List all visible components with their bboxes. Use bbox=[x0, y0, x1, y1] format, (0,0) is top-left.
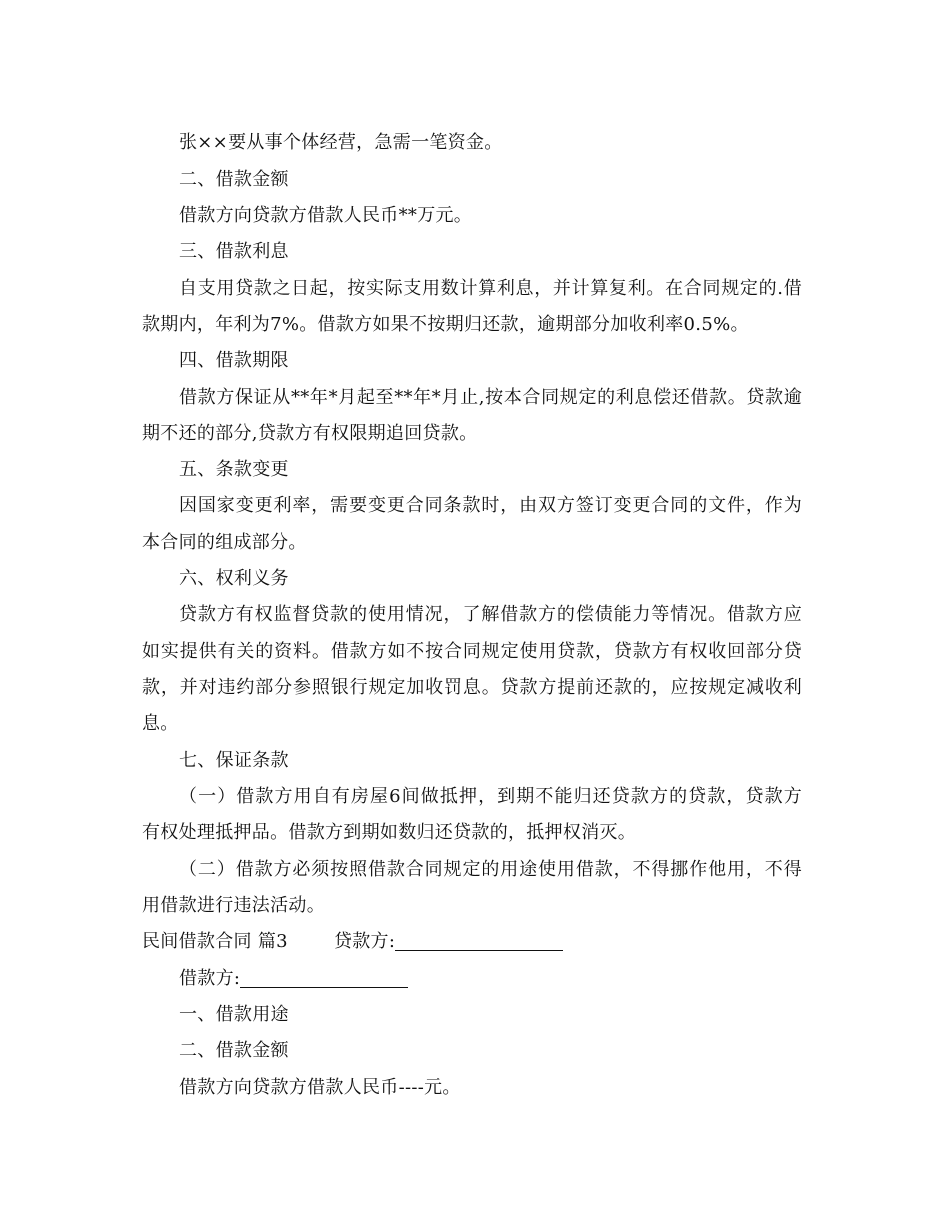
borrower-line bbox=[179, 967, 408, 991]
paragraph-line: 借款方保证从**年*月起至**年*月止,按本合同规定的利息偿还借款。贷款逾 bbox=[179, 387, 802, 408]
paragraph-line: 有权处理抵押品。借款方到期如数归还贷款的，抵押权消灭。 bbox=[142, 822, 637, 843]
borrower-blank bbox=[240, 969, 408, 988]
section-heading: 七、保证条款 bbox=[179, 750, 289, 771]
contract-title-line bbox=[142, 930, 563, 954]
lender-label: 贷款方: bbox=[333, 931, 396, 952]
paragraph-line: 贷款方有权监督贷款的使用情况，了解借款方的偿债能力等情况。借款方应 bbox=[179, 604, 802, 625]
section-heading: 二、借款金额 bbox=[179, 1040, 289, 1061]
paragraph-line: 款期内，年利为7%。借款方如果不按期归还款，逾期部分加收利率0.5%。 bbox=[142, 314, 749, 335]
borrower-label: 借款方: bbox=[179, 968, 241, 989]
section-heading: 五、条款变更 bbox=[179, 459, 289, 480]
lender-blank bbox=[395, 932, 563, 951]
section-heading: 一、借款用途 bbox=[179, 1004, 289, 1025]
paragraph-line: 借款方向贷款方借款人民币----元。 bbox=[179, 1077, 461, 1098]
section-heading: 三、借款利息 bbox=[179, 241, 289, 262]
paragraph-line: （一）借款方用自有房屋6间做抵押，到期不能归还贷款方的贷款，贷款方 bbox=[179, 786, 802, 807]
paragraph-line: 用借款进行违法活动。 bbox=[142, 895, 325, 916]
section-heading: 六、权利义务 bbox=[179, 568, 289, 589]
paragraph-line: （二）借款方必须按照借款合同规定的用途使用借款，不得挪作他用，不得 bbox=[179, 859, 802, 880]
paragraph-line: 如实提供有关的资料。借款方如不按合同规定使用贷款，贷款方有权收回部分贷 bbox=[142, 641, 802, 662]
paragraph-line: 款，并对违约部分参照银行规定加收罚息。贷款方提前还款的，应按规定减收利 bbox=[142, 677, 802, 698]
section-heading: 二、借款金额 bbox=[179, 169, 289, 190]
paragraph-line: 自支用贷款之日起，按实际支用数计算利息，并计算复利。在合同规定的.借 bbox=[179, 278, 802, 299]
paragraph-line: 张××要从事个体经营，急需一笔资金。 bbox=[179, 132, 503, 153]
contract-title: 民间借款合同 篇3 bbox=[142, 931, 288, 952]
paragraph-line: 息。 bbox=[142, 713, 179, 734]
paragraph-line: 期不还的部分,贷款方有权限期追回贷款。 bbox=[142, 423, 478, 444]
paragraph-line: 因国家变更利率，需要变更合同条款时，由双方签订变更合同的文件，作为 bbox=[179, 495, 802, 516]
paragraph-line: 本合同的组成部分。 bbox=[142, 532, 307, 553]
paragraph-line: 借款方向贷款方借款人民币**万元。 bbox=[179, 205, 473, 226]
section-heading: 四、借款期限 bbox=[179, 350, 289, 371]
